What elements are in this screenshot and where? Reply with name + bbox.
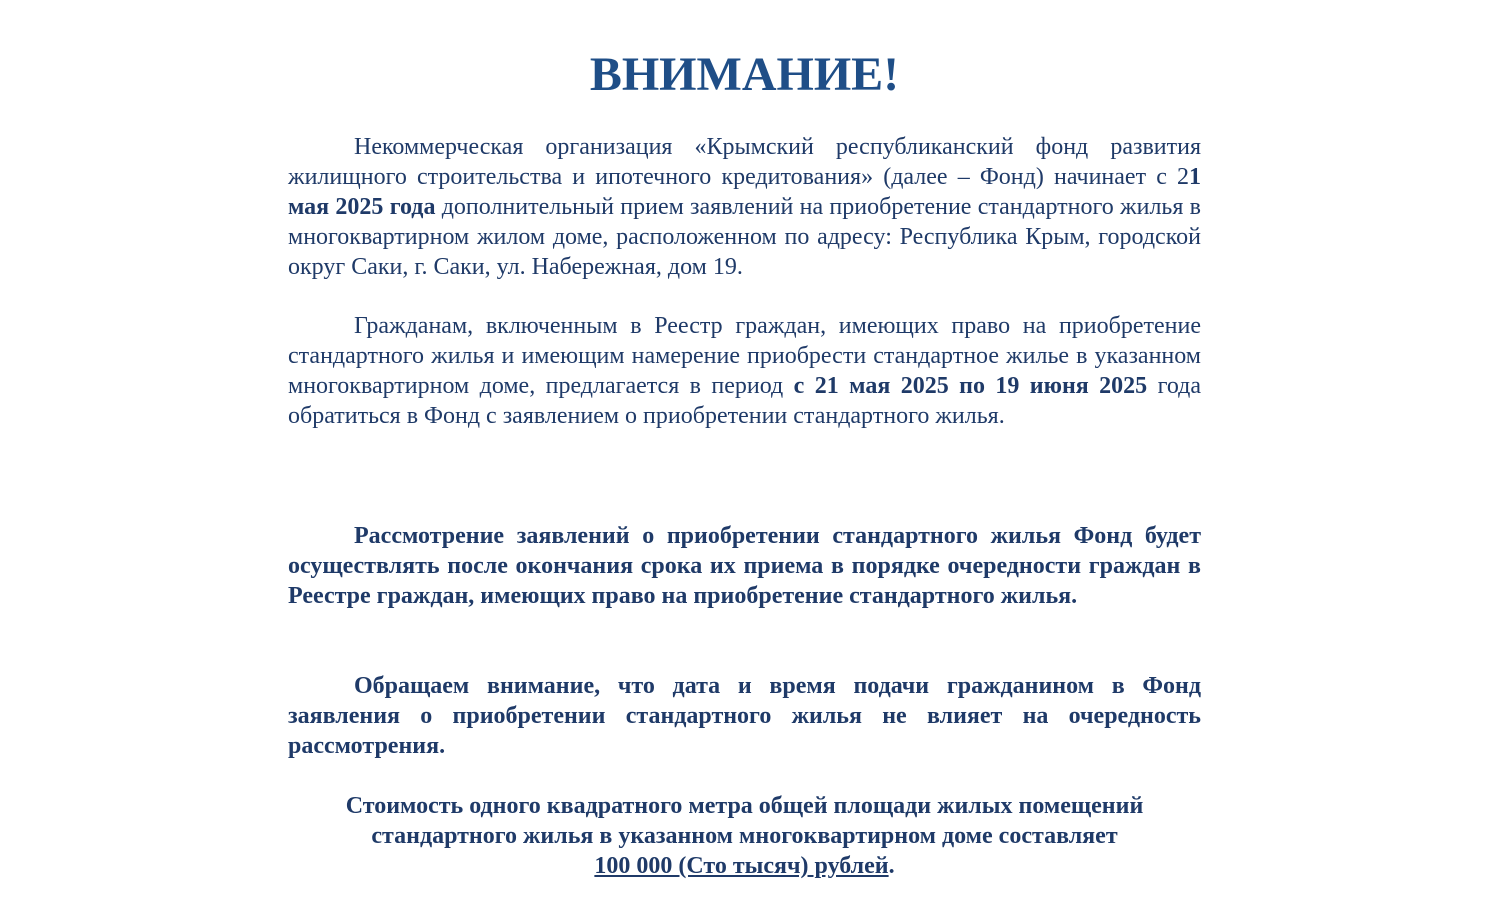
intake-start-date: 1 мая 2025 года	[288, 164, 1201, 220]
paragraph-price	[288, 791, 1201, 881]
paragraph-intake-address-text: дополнительный прием заявлений на приобретение стандартного жилья в многоквартирном жилом доме, расположенном по адресу: Республика Крым, городской округ Саки, г. Саки, ул. Набережная, дом 19.	[288, 194, 1202, 280]
page-title: ВНИМАНИЕ!	[589, 48, 900, 101]
price-value: 100 000 (Сто тысяч) рублей	[594, 853, 889, 879]
paragraph-application-period-text: Гражданам, включенным в Реестр граждан, имеющих право на приобретение стандартного жилья и имеющим намерение приобрести стандартное жилье в указанном многоквартирном доме, предлагается в период	[288, 313, 1201, 399]
paragraph-intake-start	[288, 132, 1201, 282]
paragraph-intake-start-text: Некоммерческая организация «Крымский республиканский фонд развития жилищного строительства и ипотечного кредитования» (далее – Фонд) начинает с 2	[288, 134, 1201, 190]
application-period-dates: с 21 мая 2025 по 19 июня 2025	[793, 373, 1148, 399]
price-line-1: Стоимость одного квадратного метра общей площади жилых помещений	[345, 793, 1144, 819]
paragraph-review-order: Рассмотрение заявлений о приобретении стандартного жилья Фонд будет осуществлять после окончания срока их приема в порядке очередности граждан в Реестре граждан, имеющих право на приобретение стандартного жилья.	[288, 523, 1201, 609]
paragraph-application-period	[288, 311, 1201, 431]
paragraph-application-period-end-text: года обратиться в Фонд с заявлением о приобретении стандартного жилья.	[288, 373, 1201, 429]
price-line-2: стандартного жилья в указанном многоквартирном доме составляет	[371, 823, 1118, 849]
price-period: .	[888, 853, 895, 879]
paragraph-submission-note: Обращаем внимание, что дата и время подачи гражданином в Фонд заявления о приобретении стандартного жилья не влияет на очередность рассмотрения.	[288, 673, 1201, 759]
